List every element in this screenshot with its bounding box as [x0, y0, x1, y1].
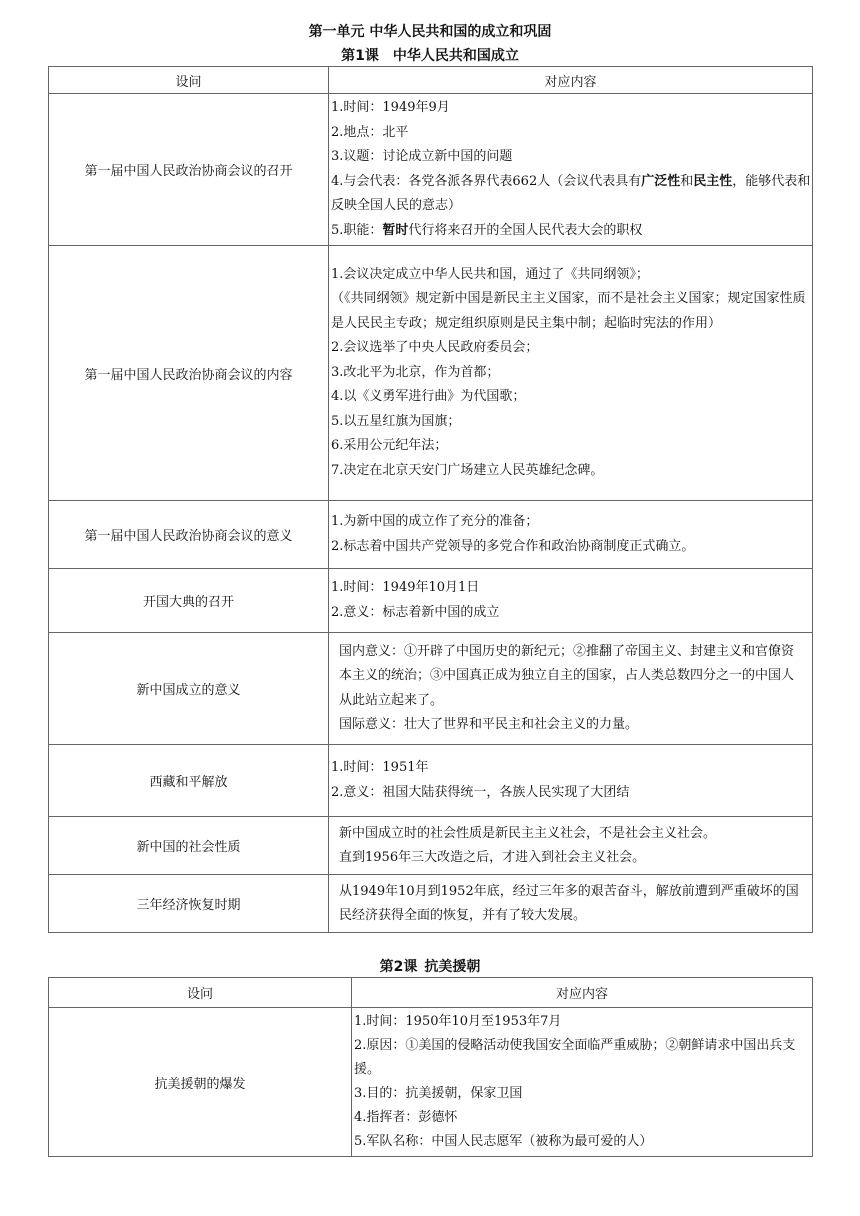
table-header-row: [49, 978, 813, 1008]
question-cell: 西藏和平解放: [49, 745, 329, 817]
unit-title: 第一单元 中华人民共和国的成立和巩固: [308, 24, 552, 40]
question-cell: 第一届中国人民政治协商会议的意义: [49, 501, 329, 569]
answer-line: 5.以五星红旗为国旗；: [331, 413, 461, 429]
answer-line: 国内意义：①开辟了中国历史的新纪元；②推翻了帝国主义、封建主义和官僚资本主义的统治；③中国真正成为独立自主的国家，占人类总数四分之一的中国人从此站立起来了。: [339, 643, 795, 708]
answer-line: 1.时间：1949年10月1日: [331, 580, 480, 595]
lesson2-title: [0, 957, 860, 977]
answer-line: 4.与会代表：各党各派各界代表662人（会议代表具有广泛性和民主性，能够代表和反映全国人民的意志）: [331, 173, 811, 213]
answer-line: 1.会议决定成立中华人民共和国，通过了《共同纲领》；: [331, 266, 649, 282]
lesson2-name: 抗美援朝: [424, 959, 481, 975]
answer-line: 2.标志着中国共产党领导的多党合作和政治协商制度正式确立。: [331, 538, 695, 554]
question-cell: 第一届中国人民政治协商会议的召开: [49, 94, 329, 246]
question-cell: 三年经济恢复时期: [49, 875, 329, 933]
lesson1-number: 第1课: [341, 48, 379, 64]
answer-line: 1.时间：1949年9月: [331, 100, 450, 115]
answer-line: 5.军队名称：中国人民志愿军（被称为最可爱的人）: [354, 1134, 653, 1149]
question-cell: 第一届中国人民政治协商会议的内容: [49, 246, 329, 501]
table-row: [49, 875, 813, 933]
table-row: [49, 569, 813, 633]
table-row: [49, 94, 813, 246]
answer-cell: [329, 633, 813, 745]
question-cell: 新中国的社会性质: [49, 817, 329, 875]
answer-line: 4.指挥者：彭德怀: [354, 1110, 458, 1125]
answer-line: 5.职能：暂时代行将来召开的全国人民代表大会的职权: [331, 222, 643, 238]
answer-line: 6.采用公元纪年法；: [331, 438, 448, 454]
answer-line: 3.议题：讨论成立新中国的问题: [331, 149, 513, 164]
answer-line: 3.改北平为北京，作为首都；: [331, 364, 500, 380]
answer-line: 国际意义：壮大了世界和平民主和社会主义的力量。: [339, 717, 639, 732]
answer-line: 2.意义：标志着新中国的成立: [331, 604, 500, 620]
answer-line: 2.原因：①美国的侵略活动使我国安全面临严重威胁；②朝鲜请求中国出兵支援。: [354, 1038, 796, 1077]
answer-line: （《共同纲领》规定新中国是新民主主义国家，而不是社会主义国家；规定国家性质是人民民主专政；规定组织原则是民主集中制；起临时宪法的作用）: [331, 291, 806, 331]
answer-line: 2.地点：北平: [331, 124, 409, 140]
answer-line: 新中国成立时的社会性质是新民主主义社会，不是社会主义社会。: [339, 825, 717, 841]
table-row: [49, 246, 813, 501]
question-cell: 新中国成立的意义: [49, 633, 329, 745]
answer-cell: [329, 246, 813, 501]
answer-cell: [329, 875, 813, 933]
table-row: [49, 501, 813, 569]
keyword-democratic: 民主性: [693, 173, 733, 189]
answer-line: 1.时间：1951年: [331, 760, 429, 775]
question-cell: 抗美援朝的爆发: [49, 1008, 352, 1157]
table-header-row: [49, 67, 813, 94]
answer-line: 从1949年10月到1952年底，经过三年多的艰苦奋斗，解放前遭到严重破坏的国民经济获得全面的恢复，并有了较大发展。: [339, 883, 799, 923]
header-question: 设问: [49, 67, 329, 94]
table-row: [49, 817, 813, 875]
answer-line: 1.时间：1950年10月至1953年7月: [354, 1014, 562, 1029]
answer-cell: [329, 501, 813, 569]
header-question: 设问: [49, 978, 352, 1008]
keyword-broad: 广泛性: [641, 173, 681, 189]
table-row: [49, 633, 813, 745]
table-row: [49, 1008, 813, 1157]
answer-line: 7.决定在北京天安门广场建立人民英雄纪念碑。: [331, 462, 604, 478]
answer-cell: [329, 94, 813, 246]
lesson1-title: [0, 46, 860, 66]
answer-cell: [329, 745, 813, 817]
answer-line: 2.会议选举了中央人民政府委员会；: [331, 340, 539, 356]
lesson1-table: [48, 66, 813, 933]
question-cell: 开国大典的召开: [49, 569, 329, 633]
lesson2-number: 第2课: [379, 959, 418, 975]
lesson2-table: [48, 977, 813, 1157]
keyword-temporary: 暂时: [382, 222, 409, 238]
lesson1-name: 中华人民共和国成立: [392, 48, 519, 64]
answer-cell: [329, 817, 813, 875]
answer-line: 3.目的：抗美援朝，保家卫国: [354, 1086, 523, 1101]
answer-line: 直到1956年三大改造之后，才进入到社会主义社会。: [339, 849, 646, 865]
answer-line: 1.为新中国的成立作了充分的准备；: [331, 514, 539, 529]
answer-cell: [352, 1008, 813, 1157]
table-row: [49, 745, 813, 817]
header-content: 对应内容: [352, 978, 813, 1008]
header-content: 对应内容: [329, 67, 813, 94]
answer-cell: [329, 569, 813, 633]
answer-line: 4.以《义勇军进行曲》为代国歌；: [331, 389, 526, 405]
answer-line: 2.意义：祖国大陆获得统一，各族人民实现了大团结: [331, 784, 630, 800]
